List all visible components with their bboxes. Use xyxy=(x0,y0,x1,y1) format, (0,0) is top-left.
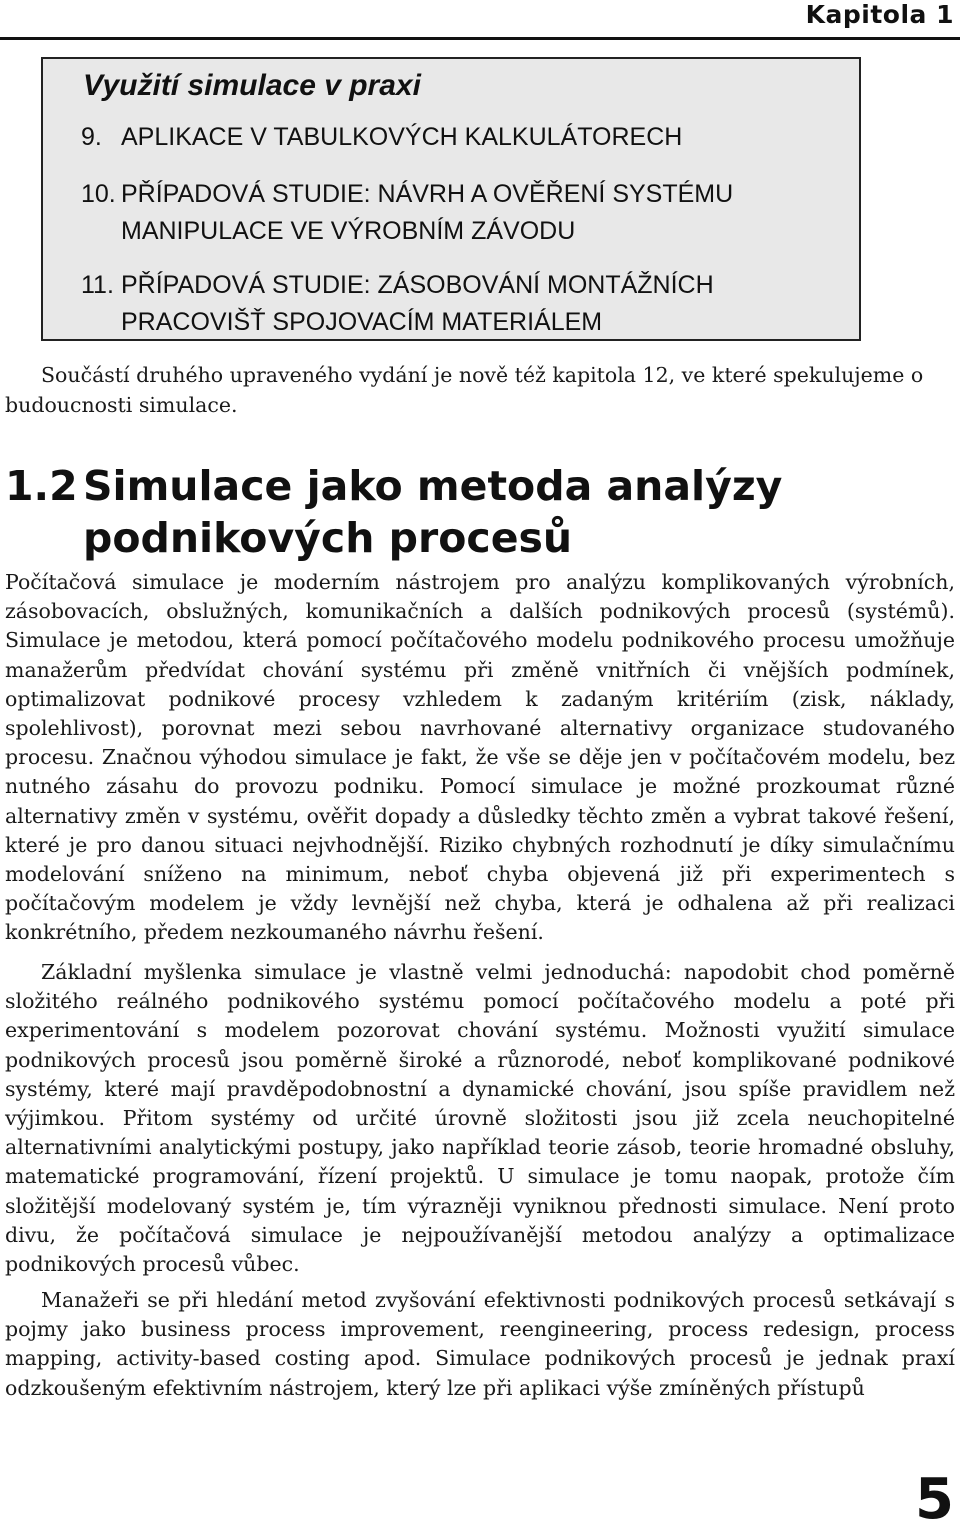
body-paragraph: Počítačová simulace je moderním nástrojem pro analýzu komplikovaných výrobních, zásobovacích, obslužných, komunikačních a dalších podnikových procesů (systémů). Simulace je metodou, která pomocí počítačového modelu podnikového procesu umožňuje manažerům předvídat chování systému při změně vnitřních či vnějších podmínek, optimalizovat podnikové procesy vzhledem k zadaným kritériím (zisk, náklady, spolehlivost), porovnat mezi sebou navrhované alternativy organizace studovaného procesu. Značnou výhodou simulace je fakt, že vše se děje jen v počítačovém modelu, bez nutného zásahu do provozu podniku. Pomocí simulace je možné prozkoumat různé alternativy změn v systému, ověřit dopady a důsledky těchto změn a vybrat takové řešení, které je pro danou situaci nejvhodnější. Riziko chybných rozhodnutí je díky simulačnímu modelování sníženo na minimum, neboť chyba objevená již při experimentech s počítačovým modelem je vždy levnější než chyba, která je odhalena až při realizaci konkrétního, předem nezkoumaného návrhu řešení. xyxy=(5,570,955,945)
section-title-line2: podnikových procesů xyxy=(83,514,573,562)
toc-item-text: PŘÍPADOVÁ STUDIE: NÁVRH A OVĚŘENÍ SYSTÉMU MANIPULACE VE VÝROBNÍM ZÁVODU xyxy=(121,180,734,245)
section-number: 1.2 xyxy=(5,462,78,510)
page-number: 5 xyxy=(915,1467,954,1532)
toc-item-number: 10. xyxy=(81,180,116,208)
box-title: Využití simulace v praxi xyxy=(83,69,421,102)
toc-item xyxy=(81,119,682,156)
section-title-line1: Simulace jako metoda analýzy xyxy=(83,462,783,510)
chapter-contents-box xyxy=(41,57,861,341)
toc-item xyxy=(81,267,761,341)
header-rule xyxy=(0,37,960,40)
toc-item-text: APLIKACE V TABULKOVÝCH KALKULÁTORECH xyxy=(121,123,683,151)
body-paragraph: Základní myšlenka simulace je vlastně velmi jednoduchá: napodobit chod poměrně složitého reálného podnikového systému pomocí počítačového modelu a poté při experimentování s modelem pozorovat chování systému. Možnosti využití simulace podnikových procesů jsou poměrně široké a různorodé, neboť komplikované podnikové systémy, které mají pravděpodobnostní a dynamické chování, jsou spíše pravidlem než výjimkou. Přitom systémy od určité úrovně složitosti jsou již zcela neuchopitelné alternativními analytickými postupy, jako například teorie zásob, teorie hromadné obsluhy, matematické programování, řízení projektů. U simulace je tomu naopak, protože čím složitější modelovaný systém je, tím výrazněji vyniknou přednosti simulace. Není proto divu, že počítačová simulace je nejpoužívanější metodou analýzy a optimalizace podnikových procesů vůbec. xyxy=(5,960,955,1277)
chapter-label: Kapitola 1 xyxy=(805,0,954,29)
section-heading xyxy=(5,460,955,564)
intro-paragraph xyxy=(5,360,955,420)
toc-item xyxy=(81,176,761,250)
toc-item-text: PŘÍPADOVÁ STUDIE: ZÁSOBOVÁNÍ MONTÁŽNÍCH PRACOVIŠŤ SPOJOVACÍM MATERIÁLEM xyxy=(121,271,714,336)
body-paragraph: Manažeři se při hledání metod zvyšování efektivnosti podnikových procesů setkávají s pojmy jako business process improvement, reengineering, process redesign, process mapping, activity-based costing apod. Simulace podnikových procesů je jednak praxí odzkoušeným efektivním nástrojem, který lze při aplikaci výše zmíněných přístupů xyxy=(5,1288,955,1400)
toc-item-number: 9. xyxy=(81,123,102,151)
toc-item-number: 11. xyxy=(81,271,114,299)
intro-text: Součástí druhého upraveného vydání je nově též kapitola 12, ve které spekulujeme o budoucnosti simulace. xyxy=(5,363,924,417)
